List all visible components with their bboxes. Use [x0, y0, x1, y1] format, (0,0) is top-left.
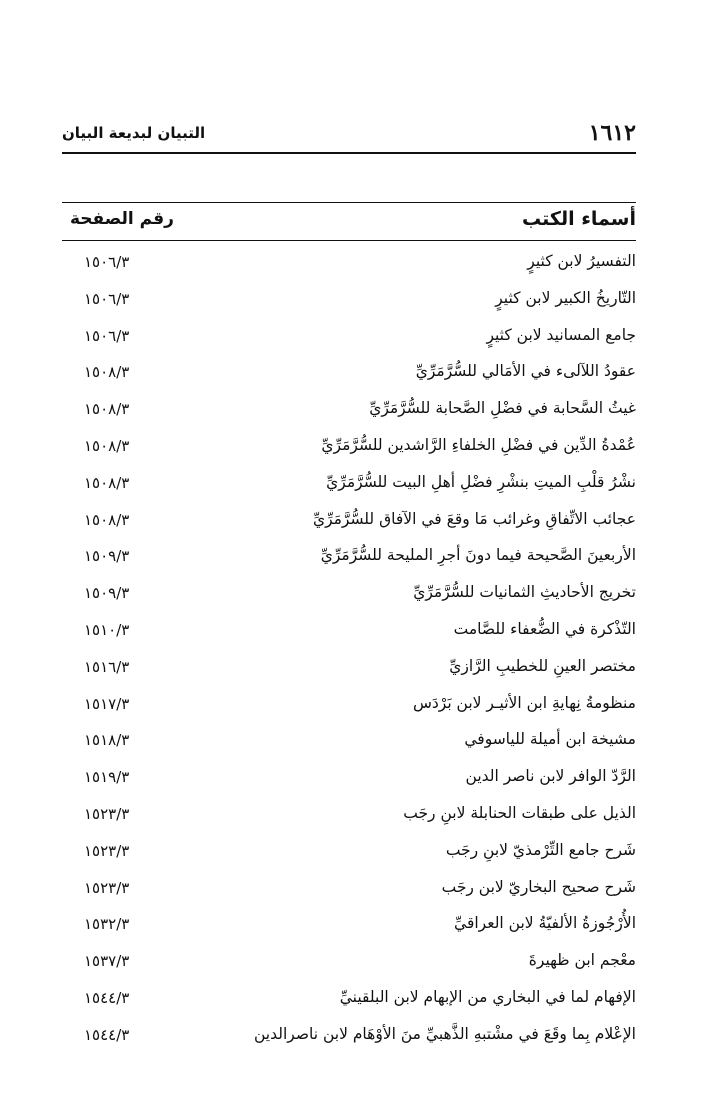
table-row — [62, 576, 636, 613]
table-row — [62, 944, 636, 981]
book-title: شَرح جامع التِّرْمذيّ لابنِ رجَب — [445, 840, 636, 859]
table-row — [62, 466, 636, 503]
page-reference: ١٥٠٩/٣ — [84, 547, 130, 566]
page-reference: ١٥٣٧/٣ — [84, 952, 130, 971]
book-title: شَرح صحيح البخاريّ لابن رجَب — [441, 877, 636, 896]
page-reference: ١٥٠٦/٣ — [84, 326, 130, 345]
page-reference: ١٥١٦/٣ — [84, 657, 130, 676]
table-row — [62, 797, 636, 834]
page-reference: ١٥٢٣/٣ — [84, 804, 130, 823]
page-reference: ١٥٠٨/٣ — [84, 400, 130, 419]
running-title: التبيان لبديعة البيان — [62, 124, 206, 142]
book-title: التّذْكرة في الضُّعفاء للصَّامت — [453, 619, 636, 638]
header-divider — [62, 152, 636, 154]
table-row — [62, 1018, 636, 1055]
table-row — [62, 245, 636, 282]
page-reference: ١٥٤٤/٣ — [84, 1025, 130, 1044]
table-row — [62, 687, 636, 724]
book-title: منظومةُ نِهايةِ ابن الأثيـر لابن بَرْدَس — [412, 693, 636, 712]
page-reference: ١٥١٧/٣ — [84, 694, 130, 713]
book-title: جامع المسانيد لابن كثيرٍ — [486, 325, 636, 344]
table-body — [62, 245, 636, 1055]
book-title: عقودُ اللآلىء في الأمَالي للسُّرَّمَرِّيِّ — [415, 362, 636, 381]
page-header — [62, 118, 636, 150]
page-reference: ١٥٠٦/٣ — [84, 253, 130, 271]
column-header-page-number: رقم الصفحة — [70, 209, 174, 229]
page-reference: ١٥٢٣/٣ — [84, 841, 130, 860]
page-reference: ١٥٠٨/٣ — [84, 363, 130, 382]
page-reference: ١٥٠٨/٣ — [84, 473, 130, 492]
page-reference: ١٥٠٩/٣ — [84, 584, 130, 603]
book-title: تخريج الأحاديثِ الثمانيات للسُّرَّمَرِّيِّ — [413, 583, 636, 602]
table-row — [62, 723, 636, 760]
book-title: عُمْدةُ الدِّين في فضْلِ الخلفاءِ الرَّاشدين للسُّرَّمَرِّيِّ — [321, 435, 636, 454]
table-row — [62, 392, 636, 429]
book-title: الذيل على طبقات الحنابلة لابنِ رجَب — [403, 803, 636, 822]
page-reference: ١٥٢٣/٣ — [84, 878, 130, 897]
table-row — [62, 760, 636, 797]
page-reference: ١٥٣٢/٣ — [84, 915, 130, 934]
table-row — [62, 355, 636, 392]
book-title: الأربعينَ الصَّحيحة فيما دونَ أجرِ المليحة للسُّرَّمَرِّيِّ — [320, 546, 636, 565]
page-reference: ١٥١٨/٣ — [84, 731, 130, 750]
book-title: الإعْلام بِما وقَعَ في مشْتبهِ الذَّهبيِّ منَ الأوْهَام لابن ناصرالدين — [254, 1024, 636, 1043]
table-row — [62, 907, 636, 944]
book-title: معْجم ابن ظهيرةَ — [528, 951, 636, 970]
table-row — [62, 871, 636, 908]
page-reference: ١٥٤٤/٣ — [84, 988, 130, 1007]
column-header-book-names: أسماء الكتب — [522, 208, 636, 230]
book-title: غيثُ السَّحابة في فضْلِ الصَّحابة للسُّرَّمَرِّيِّ — [369, 399, 636, 418]
page-number: ١٦١٢ — [588, 120, 636, 146]
table-row — [62, 319, 636, 356]
book-title: التفسيرُ لابن كثيرٍ — [527, 252, 636, 270]
page-reference: ١٥٠٦/٣ — [84, 289, 130, 308]
table-row — [62, 834, 636, 871]
table-row — [62, 503, 636, 540]
table-header-row — [62, 203, 636, 241]
table-row — [62, 650, 636, 687]
book-title: عجائب الاتِّفاقِ وغرائب مَا وقعَ في الآفاق للسُّرَّمَرِّيِّ — [312, 509, 636, 528]
table-row — [62, 282, 636, 319]
book-title: الأُرْجُوزةُ الألفيّةُ لابن العراقيِّ — [454, 914, 636, 933]
table-row — [62, 539, 636, 576]
book-title: الرَّدّ الوافر لابن ناصر الدين — [465, 767, 636, 786]
book-title: التّاريخُ الكبير لابن كثيرٍ — [495, 288, 636, 307]
book-title: نشْرُ قلْبِ الميتِ بنشْرِ فضْلِ أهلِ البيت للسُّرَّمَرِّيِّ — [326, 472, 636, 491]
page-reference: ١٥٠٨/٣ — [84, 510, 130, 529]
table-row — [62, 981, 636, 1018]
table-row — [62, 613, 636, 650]
book-title: مشيخة ابن أميلة للياسوفي — [464, 730, 636, 749]
book-title: الإفهام لما في البخاري من الإبهام لابن البلقينيِّ — [339, 987, 636, 1006]
page-reference: ١٥١٠/٣ — [84, 620, 130, 639]
page-reference: ١٥١٩/٣ — [84, 768, 130, 787]
books-table — [62, 202, 636, 1055]
book-title: مختصر العينِ للخطيبِ الرَّازيِّ — [449, 656, 636, 675]
page-reference: ١٥٠٨/٣ — [84, 436, 130, 455]
table-row — [62, 429, 636, 466]
